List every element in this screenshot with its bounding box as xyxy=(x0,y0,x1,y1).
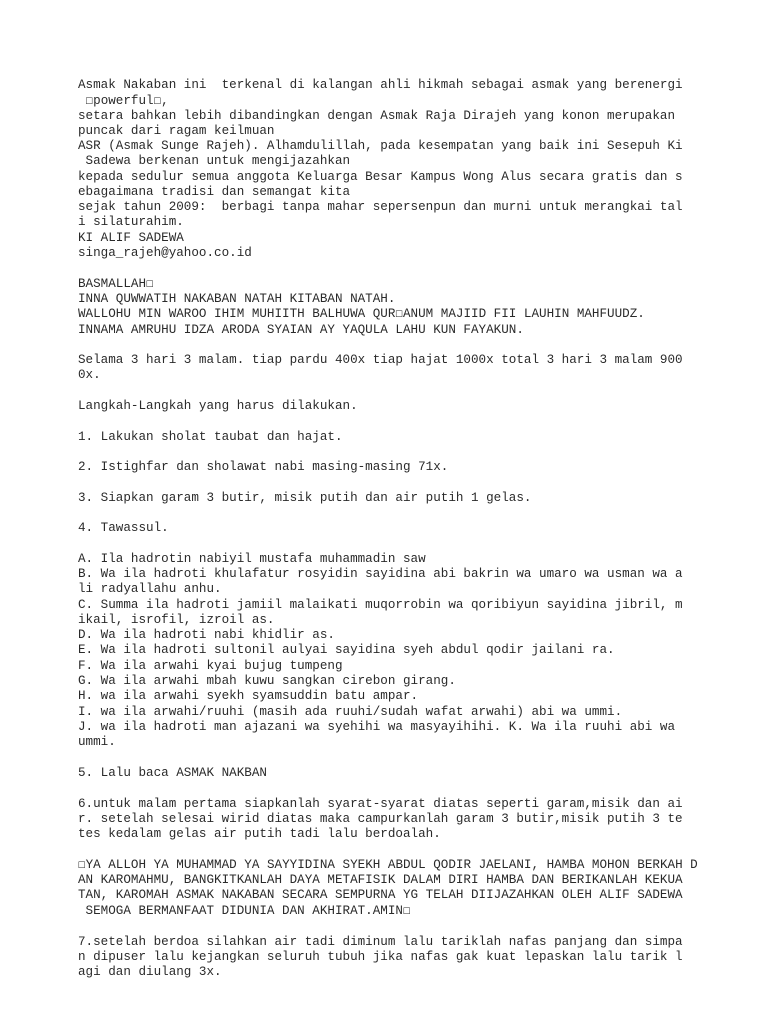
doa-line: ☐YA ALLOH YA MUHAMMAD YA SAYYIDINA SYEKH ABDUL QODIR JAELANI, HAMBA MOHON BERKAH D xyxy=(78,858,698,872)
intro-line: ASR (Asmak Sunge Rajeh). Alhamdulillah, pada kesempatan yang baik ini Sesepuh Ki xyxy=(78,139,683,153)
selama-line: Selama 3 hari 3 malam. tiap pardu 400x tiap hajat 1000x total 3 hari 3 malam 900 xyxy=(78,353,683,367)
basmallah-line: INNA QUWWATIH NAKABAN NATAH KITABAN NATAH. xyxy=(78,292,396,306)
step-7-line: agi dan diulang 3x. xyxy=(78,965,222,979)
author-name: KI ALIF SADEWA xyxy=(78,231,184,245)
tawassul-item: G. Wa ila arwahi mbah kuwu sangkan cirebon girang. xyxy=(78,674,456,688)
tawassul-item: C. Summa ila hadroti jamiil malaikati muqorrobin wa qoribiyun sayidina jibril, m xyxy=(78,598,683,612)
step-3: 3. Siapkan garam 3 butir, misik putih dan air putih 1 gelas. xyxy=(78,491,532,505)
tawassul-item: A. Ila hadrotin nabiyil mustafa muhammadin saw xyxy=(78,552,426,566)
intro-line: sejak tahun 2009: berbagi tanpa mahar sepersenpun dan murni untuk merangkai tal xyxy=(78,200,683,214)
step-6-line: r. setelah selesai wirid diatas maka campurkanlah garam 3 butir,misik putih 3 te xyxy=(78,812,683,826)
tawassul-item: li radyallahu anhu. xyxy=(78,582,222,596)
intro-line: ebagaimana tradisi dan semangat kita xyxy=(78,185,351,199)
tawassul-item: E. Wa ila hadroti sultonil aulyai sayidina syeh abdul qodir jailani ra. xyxy=(78,643,615,657)
step-4: 4. Tawassul. xyxy=(78,521,169,535)
doa-line: TAN, KAROMAH ASMAK NAKABAN SECARA SEMPURNA YG TELAH DIIJAZAHKAN OLEH ALIF SADEWA xyxy=(78,888,683,902)
step-1: 1. Lakukan sholat taubat dan hajat. xyxy=(78,430,343,444)
step-7-line: n dipuser lalu kejangkan seluruh tubuh jika nafas gak kuat lepaskan lalu tarik l xyxy=(78,950,683,964)
step-6-line: tes kedalam gelas air putih tadi lalu berdoalah. xyxy=(78,827,441,841)
tawassul-item: B. Wa ila hadroti khulafatur rosyidin sayidina abi bakrin wa umaro wa usman wa a xyxy=(78,567,683,581)
tawassul-item: ikail, isrofil, izroil as. xyxy=(78,613,275,627)
step-6-line: 6.untuk malam pertama siapkanlah syarat-syarat diatas seperti garam,misik dan ai xyxy=(78,797,683,811)
intro-line: setara bahkan lebih dibandingkan dengan Asmak Raja Dirajeh yang konon merupakan xyxy=(78,109,676,123)
doa-line: SEMOGA BERMANFAAT DIDUNIA DAN AKHIRAT.AMIN☐ xyxy=(78,904,411,918)
intro-line: ☐powerful☐, xyxy=(78,94,169,108)
basmallah-line: WALLOHU MIN WAROO IHIM MUHIITH BALHUWA QUR☐ANUM MAJIID FII LAUHIN MAHFUUDZ. xyxy=(78,307,645,321)
steps-heading: Langkah-Langkah yang harus dilakukan. xyxy=(78,399,358,413)
tawassul-item: F. Wa ila arwahi kyai bujug tumpeng xyxy=(78,659,343,673)
basmallah-line: INNAMA AMRUHU IDZA ARODA SYAIAN AY YAQULA LAHU KUN FAYAKUN. xyxy=(78,323,524,337)
step-2: 2. Istighfar dan sholawat nabi masing-masing 71x. xyxy=(78,460,449,474)
intro-line: kepada sedulur semua anggota Keluarga Besar Kampus Wong Alus secara gratis dan s xyxy=(78,170,683,184)
tawassul-item: ummi. xyxy=(78,735,116,749)
intro-line: i silaturahim. xyxy=(78,215,184,229)
tawassul-item: D. Wa ila hadroti nabi khidlir as. xyxy=(78,628,335,642)
step-5: 5. Lalu baca ASMAK NAKBAN xyxy=(78,766,267,780)
tawassul-item: J. wa ila hadroti man ajazani wa syehihi wa masyayihihi. K. Wa ila ruuhi abi wa xyxy=(78,720,676,734)
basmallah-heading: BASMALLAH☐ xyxy=(78,277,154,291)
intro-line: puncak dari ragam keilmuan xyxy=(78,124,275,138)
step-7-line: 7.setelah berdoa silahkan air tadi diminum lalu tariklah nafas panjang dan simpa xyxy=(78,935,683,949)
tawassul-item: H. wa ila arwahi syekh syamsuddin batu ampar. xyxy=(78,689,419,703)
intro-line: Asmak Nakaban ini terkenal di kalangan ahli hikmah sebagai asmak yang berenergi xyxy=(78,78,683,92)
intro-line: Sadewa berkenan untuk mengijazahkan xyxy=(78,154,351,168)
tawassul-item: I. wa ila arwahi/ruuhi (masih ada ruuhi/sudah wafat arwahi) abi wa ummi. xyxy=(78,705,623,719)
author-email: singa_rajeh@yahoo.co.id xyxy=(78,246,252,260)
selama-line: 0x. xyxy=(78,368,101,382)
doa-line: AN KAROMAHMU, BANGKITKANLAH DAYA METAFISIK DALAM DIRI HAMBA DAN BERIKANLAH KEKUA xyxy=(78,873,683,887)
